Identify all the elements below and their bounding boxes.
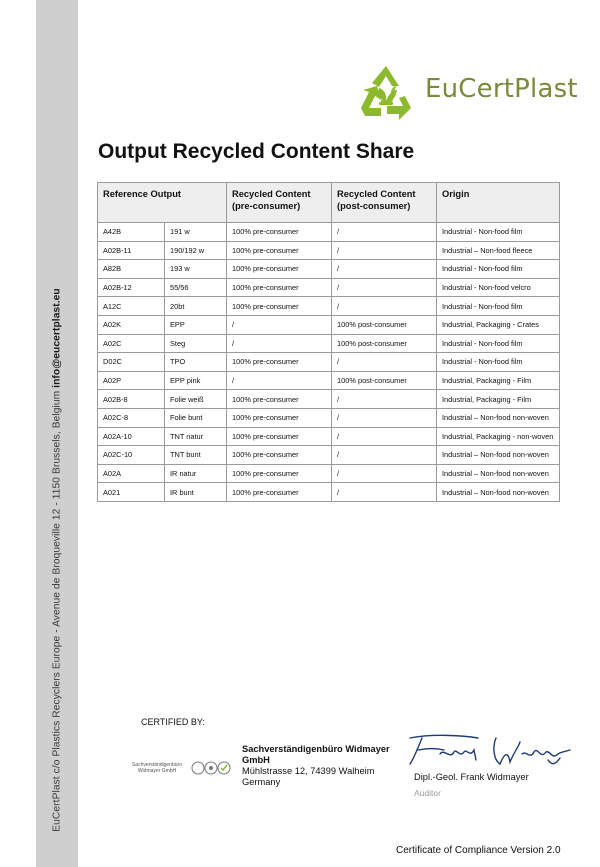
sidebar-email: info@eucertplast.eu	[51, 288, 63, 388]
cell-post-consumer: 100% post-consumer	[332, 334, 437, 353]
cell-reference-grade: IR natur	[165, 464, 227, 483]
sidebar-address-text: EuCertPlast c/o Plastics Recyclers Europe - Avenue de Broqueville 12 - 1150 Brussels, Belgium	[51, 390, 63, 832]
cell-origin: Industrial – Non-food non-woven	[437, 464, 560, 483]
cell-post-consumer: /	[332, 483, 437, 502]
cell-origin: Industrial – Non-food fleece	[437, 241, 560, 260]
cell-reference-grade: 193 w	[165, 260, 227, 279]
certified-by-label: CERTIFIED BY:	[141, 717, 205, 727]
cell-post-consumer: /	[332, 464, 437, 483]
company-country: Germany	[242, 777, 281, 787]
cell-reference-code: A02B-8	[98, 390, 165, 409]
cell-post-consumer: /	[332, 278, 437, 297]
seal-text: Sachverständigenbüro Widmayer GmbH	[131, 761, 183, 774]
cell-reference-code: A02A-10	[98, 427, 165, 446]
cell-reference-code: A02A	[98, 464, 165, 483]
cell-reference-code: A82B	[98, 260, 165, 279]
cell-origin: Industrial - Non-food film	[437, 223, 560, 242]
cell-reference-grade: EPP pink	[165, 371, 227, 390]
cell-origin: Industrial, Packaging - Crates	[437, 315, 560, 334]
table-body	[98, 223, 560, 502]
cell-post-consumer: 100% post-consumer	[332, 315, 437, 334]
table-row	[98, 371, 560, 390]
cell-reference-grade: Folie bunt	[165, 408, 227, 427]
col-header-reference: Reference Output	[98, 183, 227, 223]
cell-reference-grade: EPP	[165, 315, 227, 334]
col-header-origin: Origin	[437, 183, 560, 223]
cell-origin: Industrial, Packaging - Film	[437, 371, 560, 390]
cell-origin: Industrial, Packaging - Film	[437, 390, 560, 409]
sidebar-address	[52, 288, 63, 831]
cell-post-consumer: /	[332, 353, 437, 372]
recycled-content-table	[97, 182, 560, 502]
table-row	[98, 427, 560, 446]
cell-origin: Industrial - Non-food film	[437, 353, 560, 372]
cell-post-consumer: /	[332, 427, 437, 446]
cell-reference-grade: Steg	[165, 334, 227, 353]
company-address: Mühlstrasse 12, 74399 Walheim	[242, 766, 375, 776]
col-header-pre-consumer: Recycled Content (pre-consumer)	[227, 183, 332, 223]
eucertplast-logo	[355, 60, 585, 126]
cell-reference-code: A02C-8	[98, 408, 165, 427]
cell-pre-consumer: 100% pre-consumer	[227, 483, 332, 502]
cell-pre-consumer: 100% pre-consumer	[227, 260, 332, 279]
table-row	[98, 223, 560, 242]
table-row	[98, 315, 560, 334]
cell-reference-grade: TNT natur	[165, 427, 227, 446]
cell-pre-consumer: 100% pre-consumer	[227, 408, 332, 427]
page-title: Output Recycled Content Share	[98, 140, 415, 163]
cell-post-consumer: 100% post-consumer	[332, 371, 437, 390]
cell-origin: Industrial - Non-food film	[437, 334, 560, 353]
table-header-row	[98, 183, 560, 223]
cell-post-consumer: /	[332, 390, 437, 409]
col-header-post-consumer: Recycled Content (post-consumer)	[332, 183, 437, 223]
seal-icons	[191, 761, 231, 775]
table-row	[98, 464, 560, 483]
cell-reference-grade: 20bt	[165, 297, 227, 316]
cell-post-consumer: /	[332, 446, 437, 465]
cell-pre-consumer: 100% pre-consumer	[227, 427, 332, 446]
cell-pre-consumer: 100% pre-consumer	[227, 446, 332, 465]
cell-pre-consumer: 100% pre-consumer	[227, 353, 332, 372]
cell-pre-consumer: /	[227, 334, 332, 353]
cell-reference-grade: TNT bunt	[165, 446, 227, 465]
cell-post-consumer: /	[332, 297, 437, 316]
widmayer-seal	[127, 759, 231, 777]
table-row	[98, 446, 560, 465]
company-name: Sachverständigenbüro Widmayer GmbH	[242, 744, 390, 765]
certifier-company	[242, 744, 412, 788]
cell-post-consumer: /	[332, 223, 437, 242]
cell-origin: Industrial - Non-food velcro	[437, 278, 560, 297]
table-row	[98, 408, 560, 427]
cell-reference-code: A02P	[98, 371, 165, 390]
cell-reference-code: D02C	[98, 353, 165, 372]
cell-pre-consumer: 100% pre-consumer	[227, 223, 332, 242]
cell-origin: Industrial – Non-food non-woven	[437, 483, 560, 502]
cell-pre-consumer: 100% pre-consumer	[227, 241, 332, 260]
cell-reference-code: A42B	[98, 223, 165, 242]
table-row	[98, 260, 560, 279]
cell-reference-grade: Folie weiß	[165, 390, 227, 409]
cell-origin: Industrial – Non-food non-woven	[437, 446, 560, 465]
cell-reference-grade: 191 w	[165, 223, 227, 242]
auditor-role: Auditor	[414, 788, 441, 798]
cell-post-consumer: /	[332, 241, 437, 260]
logo-text: EuCertPlast	[425, 74, 578, 104]
table-row	[98, 334, 560, 353]
table-row	[98, 390, 560, 409]
cell-reference-grade: IR bunt	[165, 483, 227, 502]
table-row	[98, 353, 560, 372]
cell-reference-code: A021	[98, 483, 165, 502]
cell-reference-code: A02C	[98, 334, 165, 353]
cell-reference-code: A02C-10	[98, 446, 165, 465]
cell-reference-code: A02B-11	[98, 241, 165, 260]
auditor-signature	[400, 730, 575, 772]
cell-origin: Industrial - Non-food film	[437, 260, 560, 279]
cell-reference-grade: 190/192 w	[165, 241, 227, 260]
cell-reference-grade: 55/56	[165, 278, 227, 297]
cell-pre-consumer: 100% pre-consumer	[227, 464, 332, 483]
auditor-name: Dipl.-Geol. Frank Widmayer	[414, 772, 529, 782]
cell-reference-grade: TPO	[165, 353, 227, 372]
cell-pre-consumer: /	[227, 315, 332, 334]
cell-origin: Industrial, Packaging - non-woven	[437, 427, 560, 446]
cell-pre-consumer: /	[227, 371, 332, 390]
table-row	[98, 241, 560, 260]
cell-origin: Industrial - Non-food film	[437, 297, 560, 316]
table-row	[98, 278, 560, 297]
cell-pre-consumer: 100% pre-consumer	[227, 297, 332, 316]
cell-post-consumer: /	[332, 260, 437, 279]
recycle-icon	[355, 62, 417, 124]
cell-reference-code: A02B-12	[98, 278, 165, 297]
cell-reference-code: A12C	[98, 297, 165, 316]
cell-reference-code: A02K	[98, 315, 165, 334]
table-row	[98, 483, 560, 502]
certificate-version: Certificate of Compliance Version 2.0	[396, 845, 561, 856]
cell-origin: Industrial – Non-food non-woven	[437, 408, 560, 427]
table-row	[98, 297, 560, 316]
cell-pre-consumer: 100% pre-consumer	[227, 390, 332, 409]
cell-pre-consumer: 100% pre-consumer	[227, 278, 332, 297]
cell-post-consumer: /	[332, 408, 437, 427]
